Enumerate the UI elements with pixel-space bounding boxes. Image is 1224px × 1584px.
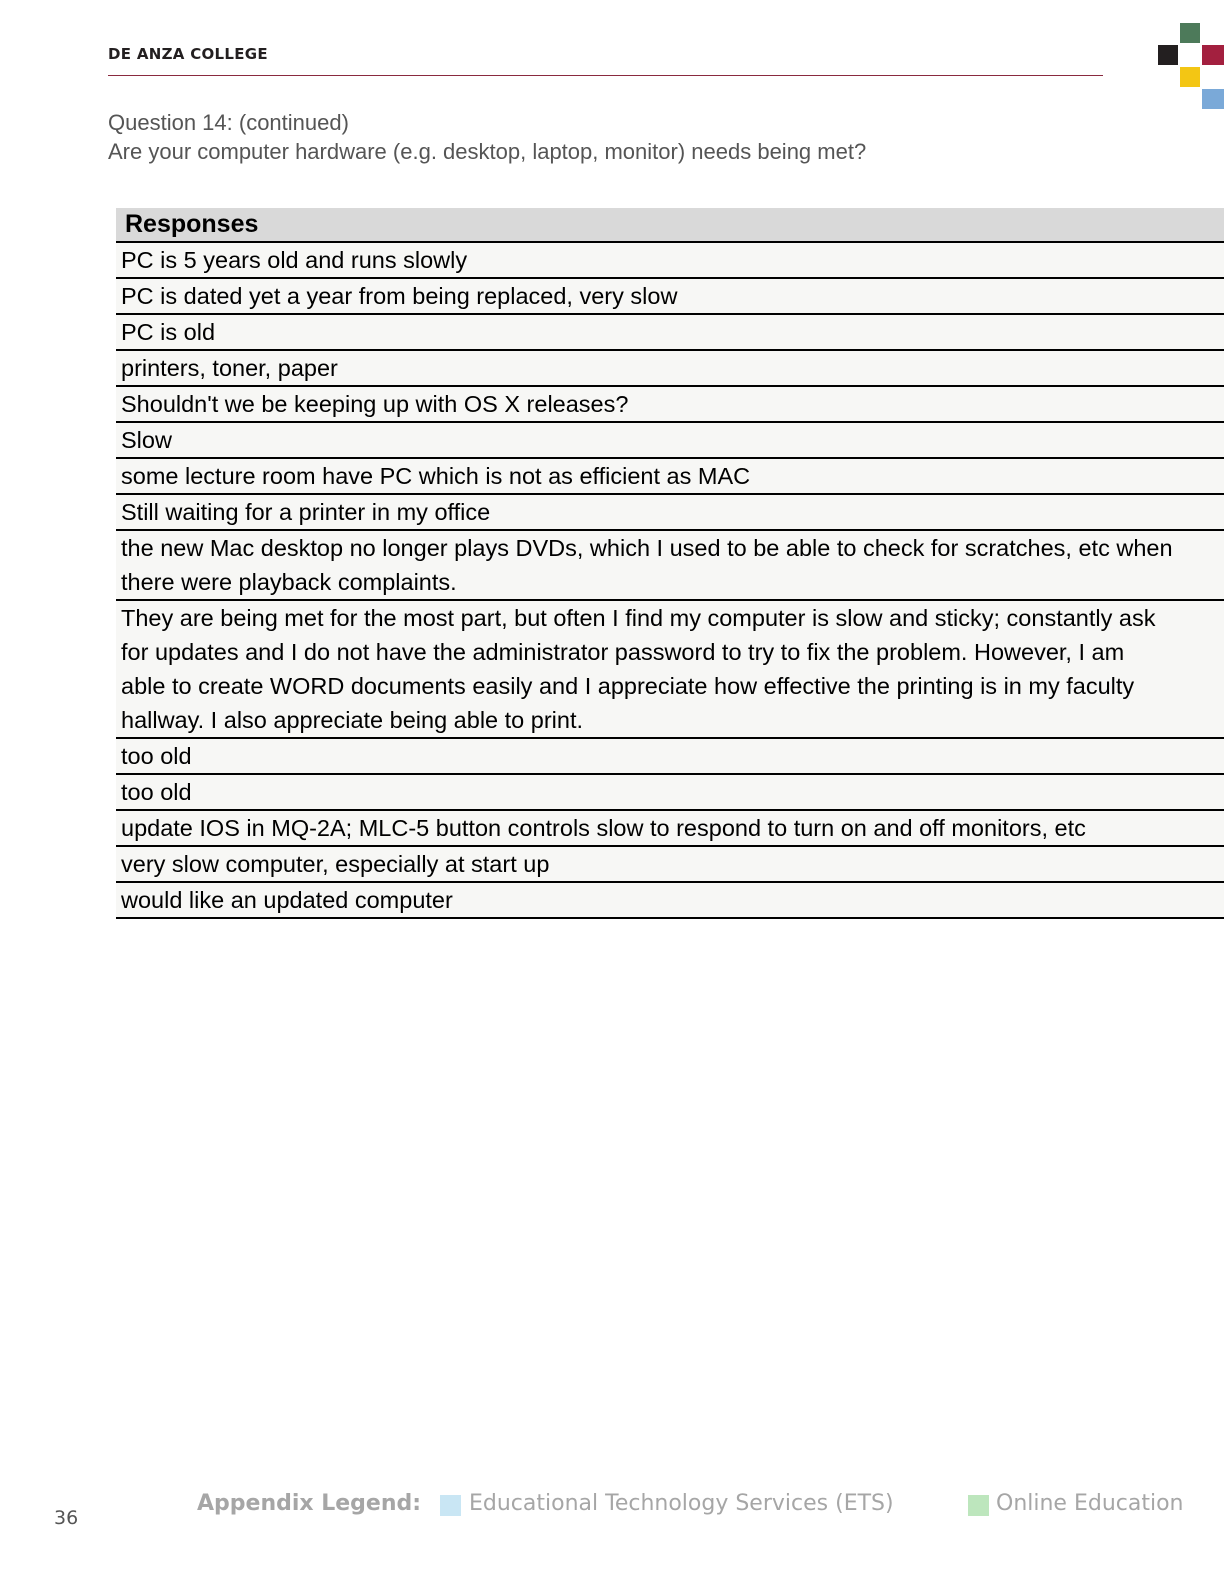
table-row xyxy=(116,459,1224,495)
logo-square-green xyxy=(1180,23,1200,43)
table-body xyxy=(116,243,1224,919)
table-cell-line: very slow computer, especially at start up xyxy=(121,851,550,877)
table-row xyxy=(116,775,1224,811)
legend-label: Appendix Legend: xyxy=(197,1491,422,1516)
table-cell-line: PC is dated yet a year from being replaced, very slow xyxy=(121,283,678,309)
table-cell-line: the new Mac desktop no longer plays DVDs, which I used to be able to check for scratches, etc when xyxy=(121,535,1173,561)
logo-square-blue xyxy=(1202,89,1224,109)
table-cell-line: hallway. I also appreciate being able to print. xyxy=(121,707,584,733)
table-cell-line: too old xyxy=(121,743,192,769)
legend-text-online: Online Education xyxy=(996,1491,1184,1516)
table-row xyxy=(116,847,1224,883)
table-cell-line: too old xyxy=(121,779,192,805)
legend-swatch-online xyxy=(968,1495,989,1516)
table-row xyxy=(116,883,1224,919)
table-row xyxy=(116,601,1224,739)
table-row xyxy=(116,423,1224,459)
legend-swatch-ets xyxy=(440,1495,461,1516)
table-cell-line: some lecture room have PC which is not as efficient as MAC xyxy=(121,463,751,489)
table-header: Responses xyxy=(116,208,1224,243)
responses-table xyxy=(116,208,1224,919)
table-cell-line: Shouldn't we be keeping up with OS X releases? xyxy=(121,391,629,417)
table-cell-line: They are being met for the most part, but often I find my computer is slow and sticky; constantly ask xyxy=(121,605,1156,631)
table-row xyxy=(116,739,1224,775)
table-row xyxy=(116,811,1224,847)
logo-square-red xyxy=(1202,45,1224,65)
logo-square-yellow xyxy=(1180,67,1200,87)
table-cell-line: printers, toner, paper xyxy=(121,355,338,381)
table-row xyxy=(116,387,1224,423)
table-cell-line: would like an updated computer xyxy=(121,887,453,913)
table-row xyxy=(116,243,1224,279)
question-title: Question 14: (continued) xyxy=(108,110,349,135)
table-row xyxy=(116,531,1224,601)
table-cell-line: Still waiting for a printer in my office xyxy=(121,499,491,525)
table-row xyxy=(116,279,1224,315)
table-cell-line: PC is old xyxy=(121,319,216,345)
table-row xyxy=(116,495,1224,531)
logo-square-black xyxy=(1158,45,1178,65)
table-cell-line: able to create WORD documents easily and I appreciate how effective the printing is in my faculty xyxy=(121,673,1135,699)
college-name: DE ANZA COLLEGE xyxy=(108,45,268,63)
table-row xyxy=(116,315,1224,351)
table-cell-line: PC is 5 years old and runs slowly xyxy=(121,247,468,273)
table-cell-line: Slow xyxy=(121,427,172,453)
legend-text-ets: Educational Technology Services (ETS) xyxy=(469,1491,894,1516)
question-text: Are your computer hardware (e.g. desktop, laptop, monitor) needs being met? xyxy=(108,139,867,164)
table-row xyxy=(116,351,1224,387)
table-cell-line: there were playback complaints. xyxy=(121,569,457,595)
header-divider xyxy=(108,75,1103,76)
table-cell-line: update IOS in MQ-2A; MLC-5 button controls slow to respond to turn on and off monitors, etc xyxy=(121,815,1086,841)
page-number: 36 xyxy=(54,1507,79,1529)
table-cell-line: for updates and I do not have the administrator password to try to fix the problem. However, I am xyxy=(121,639,1125,665)
